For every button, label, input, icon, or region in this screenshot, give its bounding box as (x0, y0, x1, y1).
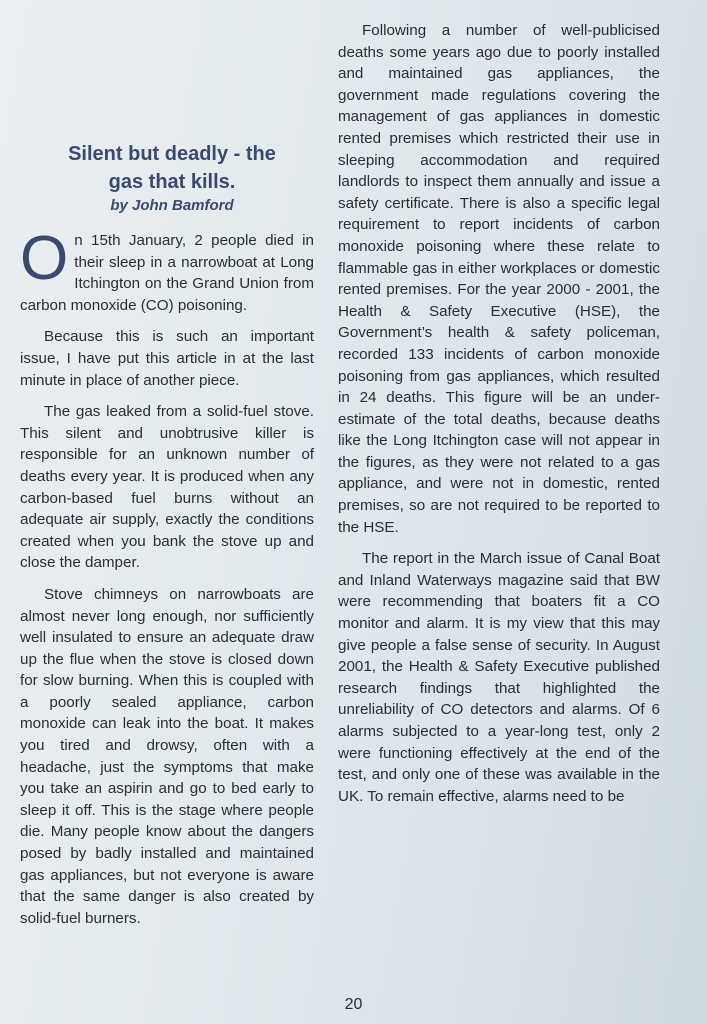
article-byline: by John Bamford (110, 197, 234, 214)
article-title (30, 140, 314, 196)
title-line-2: gas that kills. (108, 171, 236, 193)
paragraph: Stove chimneys on narrowboats are almost never long enough, nor sufficiently well insulated to ensure an adequate draw up the flue when the stove is closed down for slow burning. When this is coupled with a poorly sealed appliance, carbon monoxide can leak into the boat. It makes you tired and drowsy, often with a headache, just the symptoms that make you take an aspirin and go to bed early to sleep it off. This is the stage where people die. Many people know about the dangers posed by badly installed and maintained gas appliances, but not everyone is aware that the same danger is also created by solid-fuel burners. (20, 585, 314, 927)
intro-text: n 15th January, 2 people died in their sleep in a narrowboat at Long Itchington on the Grand Union from carbon monoxide (CO) poisoning. (20, 232, 314, 314)
paragraph: Because this is such an important issue, I have put this article in at the last minute in place of another piece. (20, 328, 314, 389)
paragraph: The report in the March issue of Canal Boat and Inland Waterways magazine said that BW were recommending that boaters fit a CO monitor and alarm. It is my view that this may give people a false sense of security. In August 2001, the Health & Safety Executive published research findings that highlighted the unreliability of CO detectors and alarms. Of 6 alarms subjected to a year-long test, only 2 were functioning effectively at the end of the test, and only one of these was available in the UK. To remain effective, alarms need to be (338, 550, 660, 805)
left-column (20, 140, 314, 939)
intro-paragraph (20, 224, 314, 316)
paragraph: Following a number of well-publicised deaths some years ago due to poorly installed and maintained gas appliances, the government made regulations covering the management of gas appliances in domestic rented premises which restricted their use in sleeping accommodation and required landlords to inspect them annually and issue a safety certificate. There is also a specific legal requirement to report incidents of carbon monoxide poisoning where these relate to flammable gas in either workplaces or domestic rented premises. For the year 2000 - 2001, the Health & Safety Executive (HSE), the Government’s health & safety policeman, recorded 133 incidents of carbon monoxide poisoning from gas appliances, which resulted in 24 deaths. This figure will be an under-estimate of the total deaths, because deaths like the Long Itchington case will not appear in the figures, as they were not related to a gas appliance, and were not in domestic, rented premises, so are not required to be reported to the HSE. (338, 22, 660, 536)
right-column (338, 20, 660, 817)
paragraph: The gas leaked from a solid-fuel stove. This silent and unobtrusive killer is responsible for an unknown number of deaths every year. It is produced when any carbon-based fuel burns without an adequate air supply, exactly the conditions created when you bank the stove up and close the damper. (20, 403, 314, 572)
title-line-1: Silent but deadly - the (68, 143, 276, 165)
page-number: 20 (344, 996, 363, 1013)
drop-cap: O (20, 224, 69, 293)
